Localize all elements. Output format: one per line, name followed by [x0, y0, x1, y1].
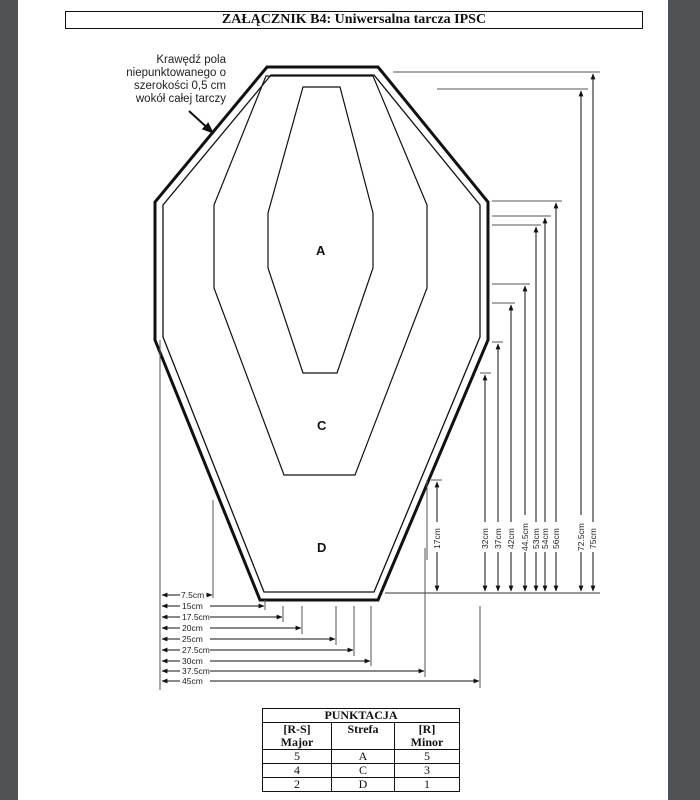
dim-label: 56cm [551, 528, 561, 549]
note-line: Krawędź pola [156, 54, 226, 66]
zone-a-outline [268, 87, 373, 373]
dim-label: 37.5cm [182, 666, 210, 676]
note-line: niepunktowanego o [126, 67, 226, 79]
dim-label: 32cm [480, 528, 490, 549]
dim-label: 17.5cm [182, 612, 210, 622]
note-line: szerokości 0,5 cm [133, 80, 226, 92]
dim-label: 37cm [493, 528, 503, 549]
dim-label: 25cm [182, 634, 203, 644]
dim-label: 44.5cm [520, 523, 530, 551]
dim-label: 20cm [182, 623, 203, 633]
target-outer-edge [155, 67, 488, 600]
dim-label: 27.5cm [182, 645, 210, 655]
dim-label: 15cm [182, 601, 203, 611]
scoring-table-title: PUNKTACJA [263, 709, 460, 723]
zone-c-label: C [317, 418, 327, 433]
note-line: wokół całej tarczy [135, 93, 226, 105]
table-row: 2 D 1 [263, 778, 460, 792]
header-zone: Strefa [332, 723, 395, 750]
zone-c-outline [214, 76, 427, 475]
scoring-table [262, 708, 460, 792]
dim-label: 30cm [182, 656, 203, 666]
dim-label: 72.5cm [576, 523, 586, 551]
dim-label: 45cm [182, 676, 203, 686]
dim-label: 17cm [432, 528, 442, 549]
zone-d-label: D [317, 540, 327, 555]
dim-label: 7.5cm [181, 590, 205, 600]
table-row: 4 C 3 [263, 764, 460, 778]
page-title: ZAŁĄCZNIK B4: Uniwersalna tarcza IPSC [65, 11, 643, 29]
zone-a-label: A [316, 243, 326, 258]
dim-label: 75cm [588, 528, 598, 549]
table-row: 5 A 5 [263, 750, 460, 764]
dim-label: 54cm [540, 528, 550, 549]
header-major: [R-S] Major [263, 723, 332, 750]
header-minor: [R] Minor [395, 723, 460, 750]
note-pointer [189, 111, 213, 133]
target-scoring-edge [163, 75, 480, 592]
dim-label: 53cm [531, 528, 541, 549]
dim-label: 42cm [506, 528, 516, 549]
